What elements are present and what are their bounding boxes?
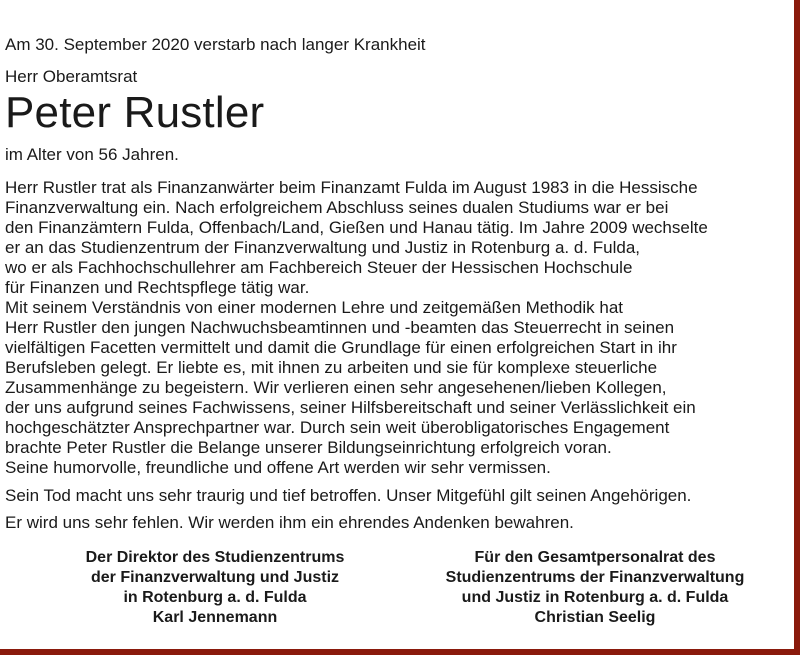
deceased-name: Peter Rustler — [5, 88, 265, 137]
text-line: Herr Rustler trat als Finanzanwärter beim Finanzamt Fulda im August 1983 in die Hessische — [5, 178, 698, 197]
text-line: Finanzverwaltung ein. Nach erfolgreichem Abschluss seines dualen Studiums war er bei — [5, 198, 669, 217]
paragraph-career — [5, 178, 795, 298]
text-line: Berufsleben gelegt. Er liebte es, mit ihnen zu arbeiten und sie für komplexe steuerliche — [5, 358, 658, 377]
text-line: er an das Studienzentrum der Finanzverwaltung und Justiz in Rotenburg a. d. Fulda, — [5, 238, 641, 257]
text-line: wo er als Fachhochschullehrer am Fachbereich Steuer der Hessischen Hochschule — [5, 258, 633, 277]
signature-line: in Rotenburg a. d. Fulda — [123, 589, 307, 606]
intro-line: Am 30. September 2020 verstarb nach langer Krankheit — [5, 35, 426, 54]
text-line: den Finanzämtern Fulda, Offenbach/Land, Gießen und Hanau tätig. Im Jahre 2009 wechselte — [5, 218, 708, 237]
signature-name: Christian Seelig — [534, 609, 656, 626]
text-line: der uns aufgrund seines Fachwissens, seiner Hilfsbereitschaft und seiner Verlässlichkeit ein — [5, 398, 696, 417]
text-line: Seine humorvolle, freundliche und offene Art werden wir sehr vermissen. — [5, 458, 551, 477]
text-line: Herr Rustler den jungen Nachwuchsbeamtinnen und -beamten das Steuerrecht in seinen — [5, 318, 675, 337]
signature-line: und Justiz in Rotenburg a. d. Fulda — [461, 589, 729, 606]
paragraph-tribute — [5, 298, 795, 478]
text-line: Mit seinem Verständnis von einer modernen Lehre und zeitgemäßen Methodik hat — [5, 298, 624, 317]
age-line: im Alter von 56 Jahren. — [5, 145, 179, 164]
signature-name: Karl Jennemann — [152, 609, 278, 626]
text-line: Zusammenhänge zu begeistern. Wir verlieren einen sehr angesehenen/lieben Kollegen, — [5, 378, 667, 397]
text-line: brachte Peter Rustler die Belange unserer Bildungseinrichtung erfolgreich voran. — [5, 438, 612, 457]
signature-line: Studienzentrums der Finanzverwaltung — [445, 569, 745, 586]
text-line: für Finanzen und Rechtspflege tätig war. — [5, 278, 310, 297]
signature-director — [35, 548, 395, 628]
signature-line: der Finanzverwaltung und Justiz — [90, 569, 340, 586]
honorific: Herr Oberamtsrat — [5, 67, 138, 86]
paragraph-farewell: Er wird uns sehr fehlen. Wir werden ihm ein ehrendes Andenken bewahren. — [5, 513, 574, 532]
text-line: vielfältigen Facetten vermittelt und damit die Grundlage für einen erfolgreichen Start in ihr — [5, 338, 677, 357]
signature-line: Für den Gesamtpersonalrat des — [474, 549, 716, 566]
signature-staff-council — [405, 548, 785, 628]
text-line: hochgeschätzter Ansprechpartner war. Durch sein weit überobligatorisches Engagement — [5, 418, 670, 437]
obituary-notice — [5, 5, 795, 650]
paragraph-condolence: Sein Tod macht uns sehr traurig und tief betroffen. Unser Mitgefühl gilt seinen Angehörigen. — [5, 486, 692, 505]
signature-line: Der Direktor des Studienzentrums — [85, 549, 345, 566]
